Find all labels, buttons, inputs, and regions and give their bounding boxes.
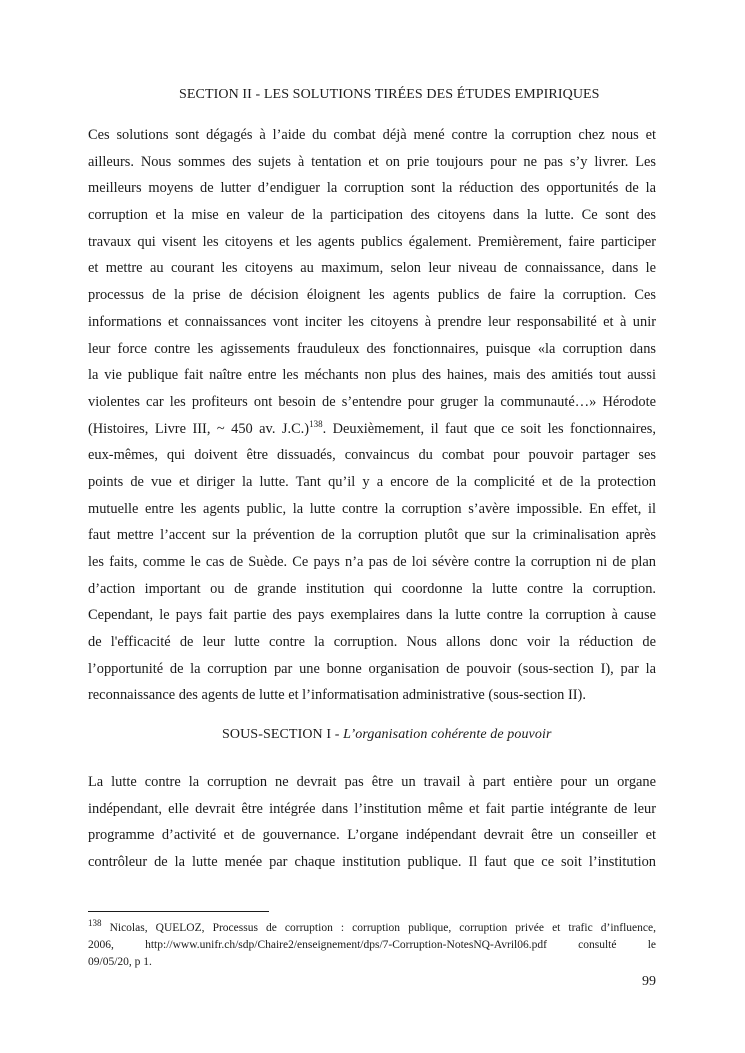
footnote-number: 138 [88,918,102,929]
subsection-italic-title: L’organisation cohérente de pouvoir [343,727,552,742]
text-line: Ces solutions sont dégagés à l’aide du combat déjà mené contre la corruption chez nous et [88,127,656,143]
footnote-text: Nicolas, QUELOZ, Processus de corruption : corruption publique, corruption privée et trafic d’influence, [101,922,656,934]
text-fragment: . Deuxièmement, il faut que ce soit les fonctionnaires, [322,420,656,437]
text-line-with-footnote-ref [88,416,656,443]
text-line: meilleurs moyens de lutter d’endiguer la corruption sont la réduction des opportunités de la [88,180,656,197]
text-line: de l'efficacité de leur lutte contre la corruption. Nous allons donc voir la réduction de [88,634,656,651]
footnote-line: 2006, http://www.unifr.ch/sdp/Chaire2/enseignement/dps/7-Corruption-NotesNQ-Avril06.pdf consulté le [88,939,656,951]
text-line: indépendant, elle devrait être intégrée dans l’institution même et fait partie intégrante de leur [88,800,656,817]
text-line: contrôleur de la lutte menée par chaque institution publique. Il faut que ce soit l’institution [88,854,656,871]
text-line: reconnaissance des agents de lutte et l’informatisation administrative (sous-section II). [88,687,586,704]
text-line: les faits, comme le cas de Suède. Ce pays n’a pas de loi sévère contre la corruption ni de plan [88,554,656,570]
text-line: informations et connaissances vont inciter les citoyens à prendre leur responsabilité et à unir [88,313,656,330]
paragraph-1 [88,122,656,709]
text-line: d’action important ou de grande institution qui coordonne la lutte contre la corruption. [88,580,656,597]
text-line: leur force contre les agissements frauduleux des fonctionnaires, puisque «la corruption dans [88,340,656,357]
subsection-title [222,727,552,743]
text-line: Cependant, le pays fait partie des pays exemplaires dans la lutte contre la corruption à cause [88,607,656,624]
text-line: eux-mêmes, qui doivent être dissuadés, convaincus du combat pour pouvoir partager ses [88,447,656,464]
page-number: 99 [642,974,656,989]
text-line: violentes car les profiteurs ont besoin de s’entendre pour gruger la communauté…» Hérodote [88,393,656,410]
text-line: corruption et la mise en valeur de la participation des citoyens dans la lutte. Ce sont des [88,207,656,224]
subsection-prefix: SOUS-SECTION I - [222,727,344,742]
paragraph-2 [88,769,656,876]
text-line: mutuelle entre les agents public, la lutte contre la corruption s’avère impossible. En effet, il [88,500,656,517]
footnote [88,920,656,971]
text-line: programme d’activité et de gouvernance. L’organe indépendant devrait être un conseiller et [88,827,656,844]
text-line: points de vue et diriger la lutte. Tant qu’il y a encore de la complicité et de la protection [88,473,656,490]
section-title: SECTION II - LES SOLUTIONS TIRÉES DES ÉTUDES EMPIRIQUES [179,87,600,102]
footnote-line: 09/05/20, p 1. [88,956,152,968]
text-line: faut mettre l’accent sur la prévention de la corruption plutôt que sur la criminalisation après [88,527,656,544]
text-line: processus de la prise de décision éloignent les agents publics de faire la corruption. Ces [88,287,656,304]
footnote-separator [88,911,269,912]
text-line: ailleurs. Nous sommes des sujets à tentation et on prie toujours pour ne pas s’y livrer. Les [88,153,656,170]
footnote-reference[interactable]: 138 [309,418,323,429]
footnote-line [88,920,656,937]
text-line: travaux qui visent les citoyens et les agents publics également. Premièrement, faire participer [88,233,656,250]
text-line: l’opportunité de la corruption par une bonne organisation de pouvoir (sous-section I), par la [88,660,656,677]
text-fragment: (Histoires, Livre III, ~ 450 av. J.C.) [88,420,310,437]
text-line: la vie publique fait naître entre les méchants non plus des haines, mais des amitiés tout aussi [88,367,656,384]
text-line: La lutte contre la corruption ne devrait pas être un travail à part entière pour un organe [88,774,656,790]
text-line: et mettre au courant les citoyens au maximum, selon leur niveau de connaissance, dans le [88,260,656,277]
